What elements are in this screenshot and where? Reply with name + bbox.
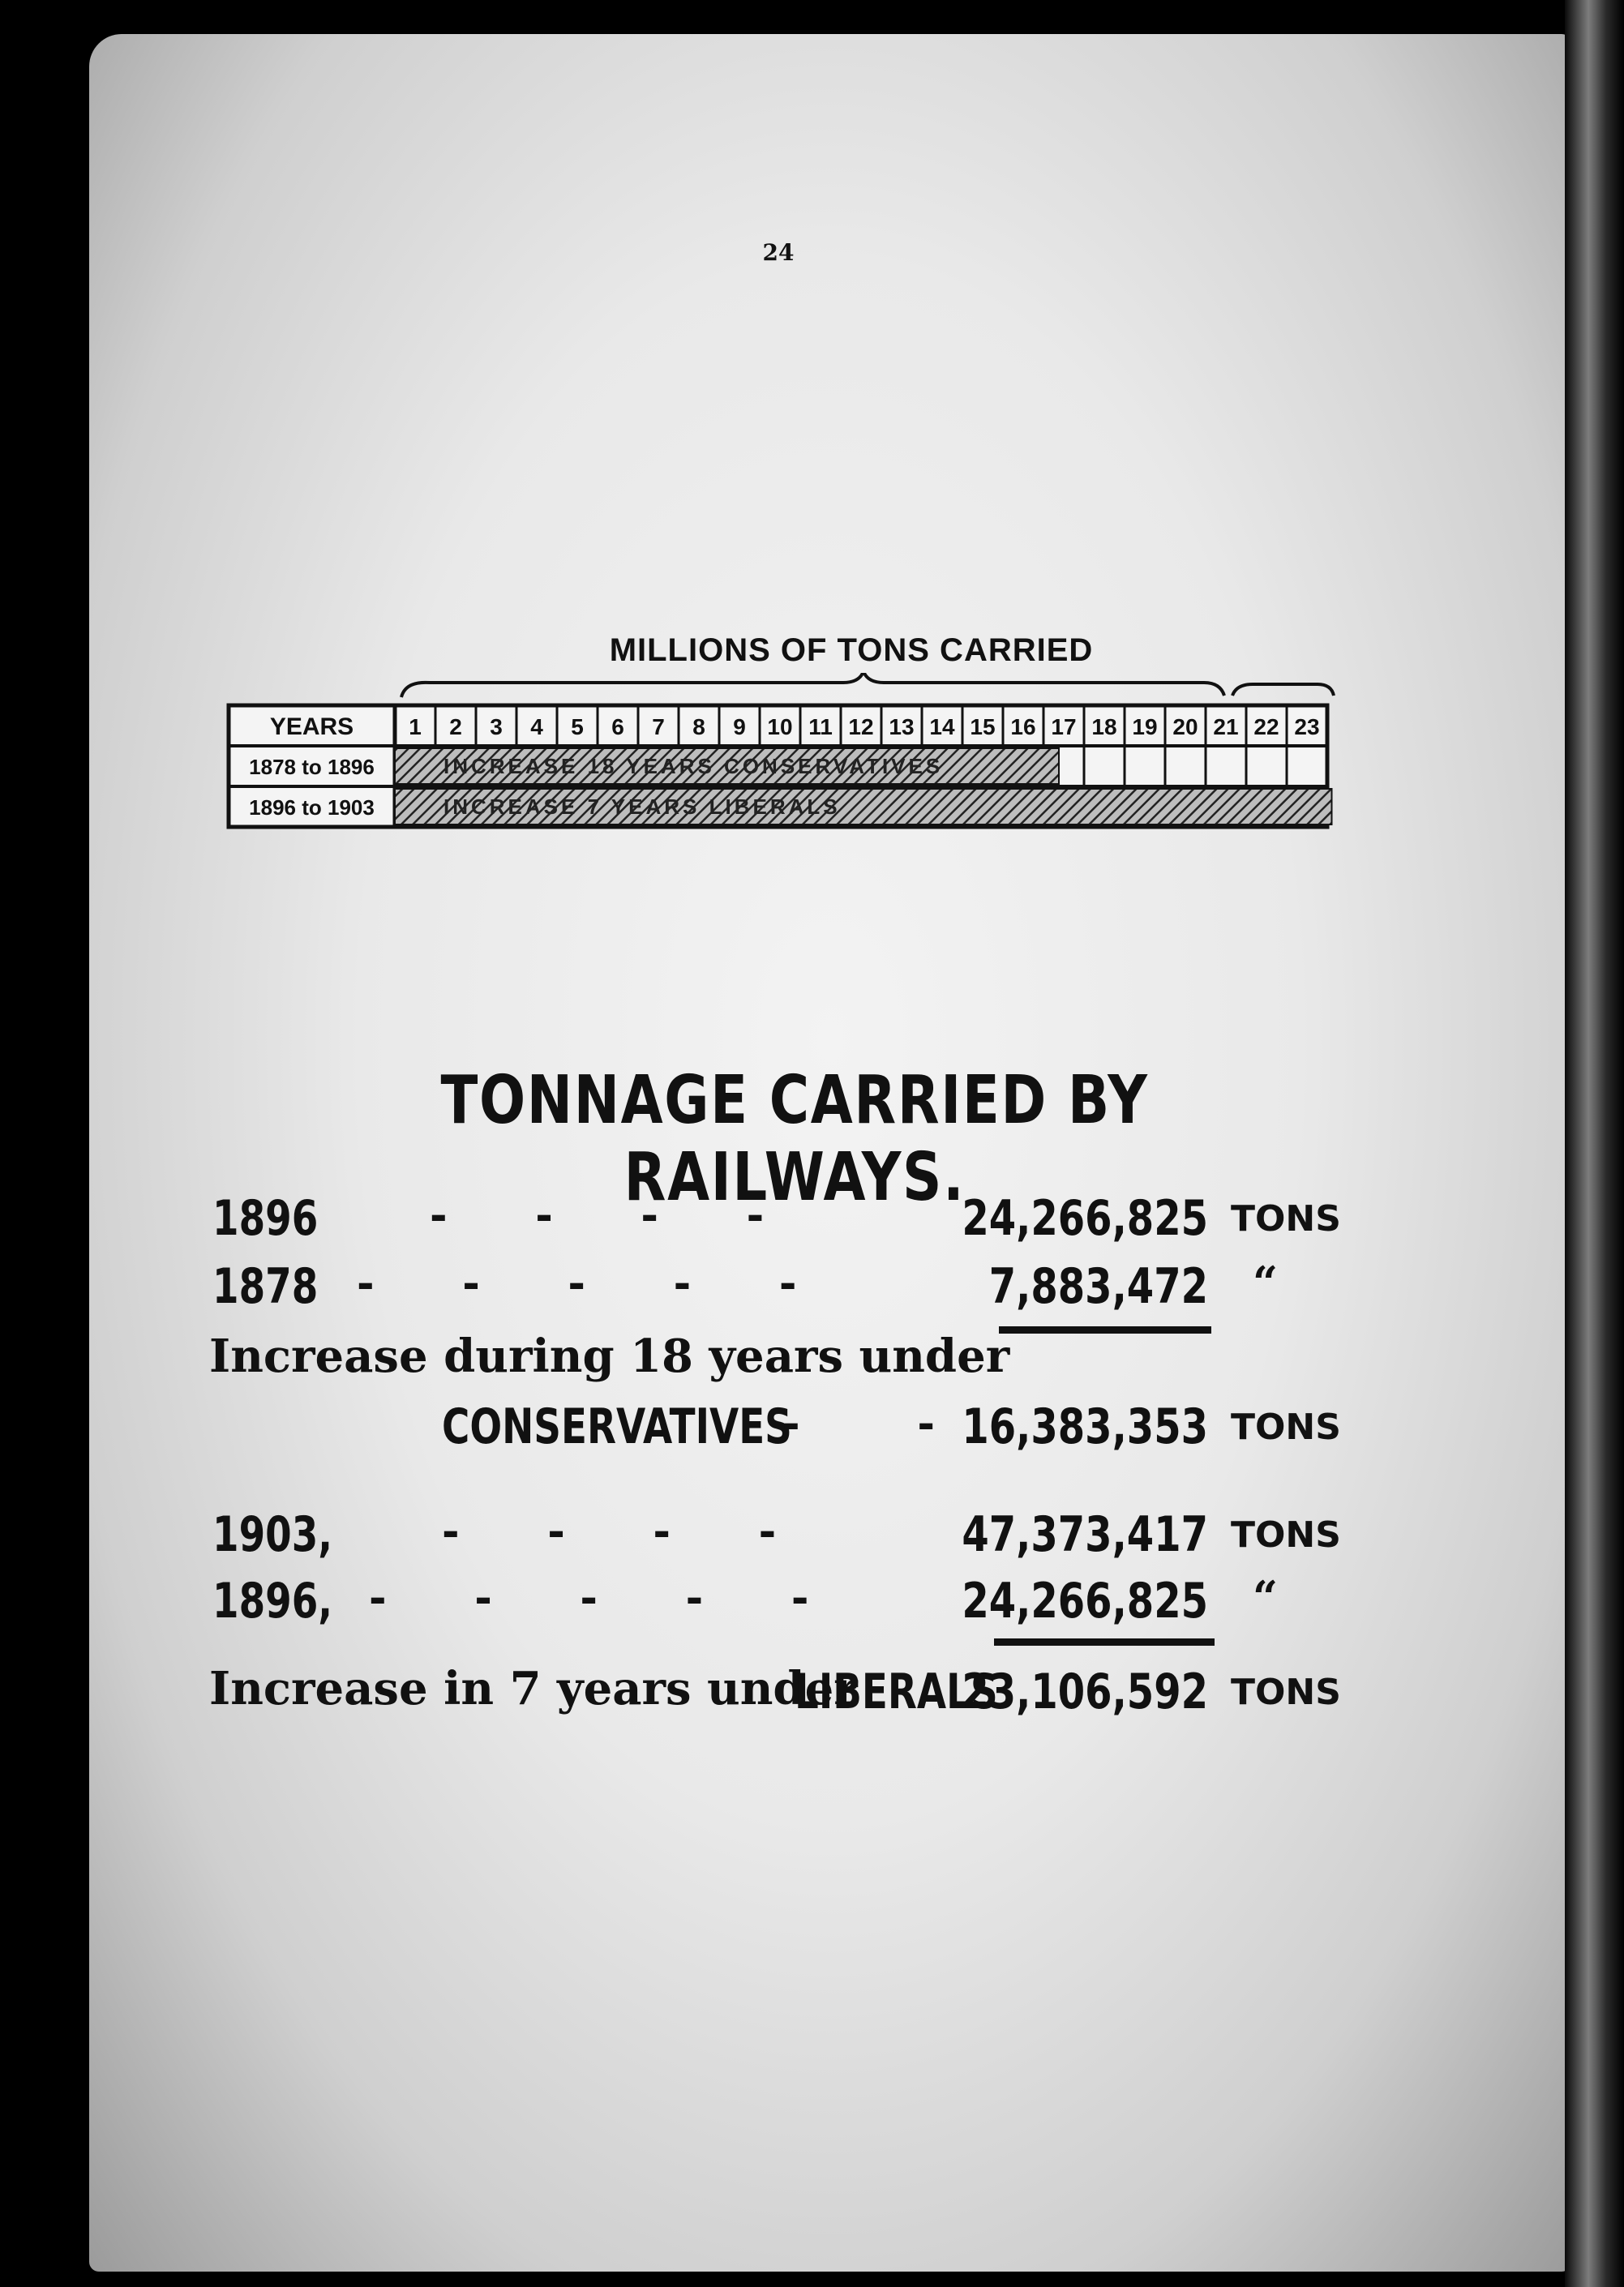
scale-label: 15 — [970, 714, 996, 739]
value-1896-second: 24,266,825 — [962, 1573, 1208, 1630]
dash-leader: - - - - - — [369, 1574, 809, 1623]
scale-label: 12 — [848, 714, 874, 739]
scale-label: 2 — [449, 714, 462, 739]
scale-label: 13 — [889, 714, 915, 739]
dash-leader: - - — [782, 1400, 935, 1449]
scale-label: 22 — [1253, 714, 1279, 739]
party-liberals: LIBERALS — [795, 1664, 998, 1720]
year-1896-second: 1896, — [212, 1573, 333, 1630]
bar-caption: INCREASE 7 YEARS LIBERALS — [443, 794, 841, 819]
scale-label: 1 — [409, 714, 422, 739]
scale-label: 21 — [1213, 714, 1239, 739]
bar-caption: INCREASE 18 YEARS CONSERVATIVES — [443, 754, 944, 778]
scale-label: 17 — [1051, 714, 1077, 739]
page-heading: TONNAGE CARRIED BY RAILWAYS. — [440, 1062, 1149, 1216]
scale-label: 18 — [1091, 714, 1117, 739]
scale-label: 10 — [767, 714, 793, 739]
value-increase-conservatives: 16,383,353 — [962, 1398, 1208, 1455]
scale-label: 11 — [808, 714, 833, 739]
scale-label: 4 — [530, 714, 543, 739]
scale-label: 3 — [490, 714, 503, 739]
chart-title: MILLIONS OF TONS CARRIED — [609, 632, 1094, 668]
dash-leader: - - - - — [442, 1508, 777, 1557]
dash-leader: - - - - — [430, 1192, 765, 1240]
party-conservatives: CONSERVATIVES — [442, 1398, 792, 1455]
scale-label: 8 — [692, 714, 705, 739]
ditto-mark: “ — [1253, 1257, 1279, 1308]
tonnage-bar-chart — [219, 673, 1354, 851]
unit-tons: TONS — [1231, 1198, 1341, 1240]
year-1878: 1878 — [212, 1258, 319, 1315]
scale-label: 7 — [652, 714, 665, 739]
chart-brace-right — [1232, 684, 1334, 696]
scale-label: 23 — [1294, 714, 1320, 739]
scale-label: 19 — [1132, 714, 1158, 739]
unit-tons: TONS — [1231, 1672, 1341, 1713]
book-spine — [1565, 0, 1624, 2287]
scale-label: 6 — [611, 714, 624, 739]
row-label: 1878 to 1896 — [249, 755, 375, 779]
years-header: YEARS — [269, 713, 354, 740]
year-1896: 1896 — [212, 1190, 319, 1247]
year-1903: 1903, — [212, 1506, 333, 1563]
scale-label: 16 — [1010, 714, 1036, 739]
value-1896: 24,266,825 — [962, 1190, 1208, 1247]
unit-tons: TONS — [1231, 1514, 1341, 1556]
increase-liberals-text: Increase in 7 years under — [209, 1662, 858, 1715]
sum-rule — [999, 1326, 1211, 1334]
increase-conservatives-text: Increase during 18 years under — [209, 1330, 1010, 1383]
value-1878: 7,883,472 — [988, 1258, 1208, 1315]
scale-label: 20 — [1172, 714, 1198, 739]
scale-label: 14 — [929, 714, 955, 739]
dash-leader: - - - - - — [357, 1260, 797, 1308]
unit-tons: TONS — [1231, 1407, 1341, 1448]
ditto-mark: “ — [1253, 1571, 1279, 1623]
row-label: 1896 to 1903 — [249, 795, 375, 820]
value-1903: 47,373,417 — [962, 1506, 1208, 1563]
chart-brace — [401, 673, 1224, 697]
scale-label: 5 — [571, 714, 584, 739]
sum-rule — [994, 1638, 1215, 1646]
scale-label: 9 — [733, 714, 746, 739]
value-increase-liberals: 23,106,592 — [962, 1664, 1208, 1720]
page-number: 24 — [762, 239, 795, 266]
